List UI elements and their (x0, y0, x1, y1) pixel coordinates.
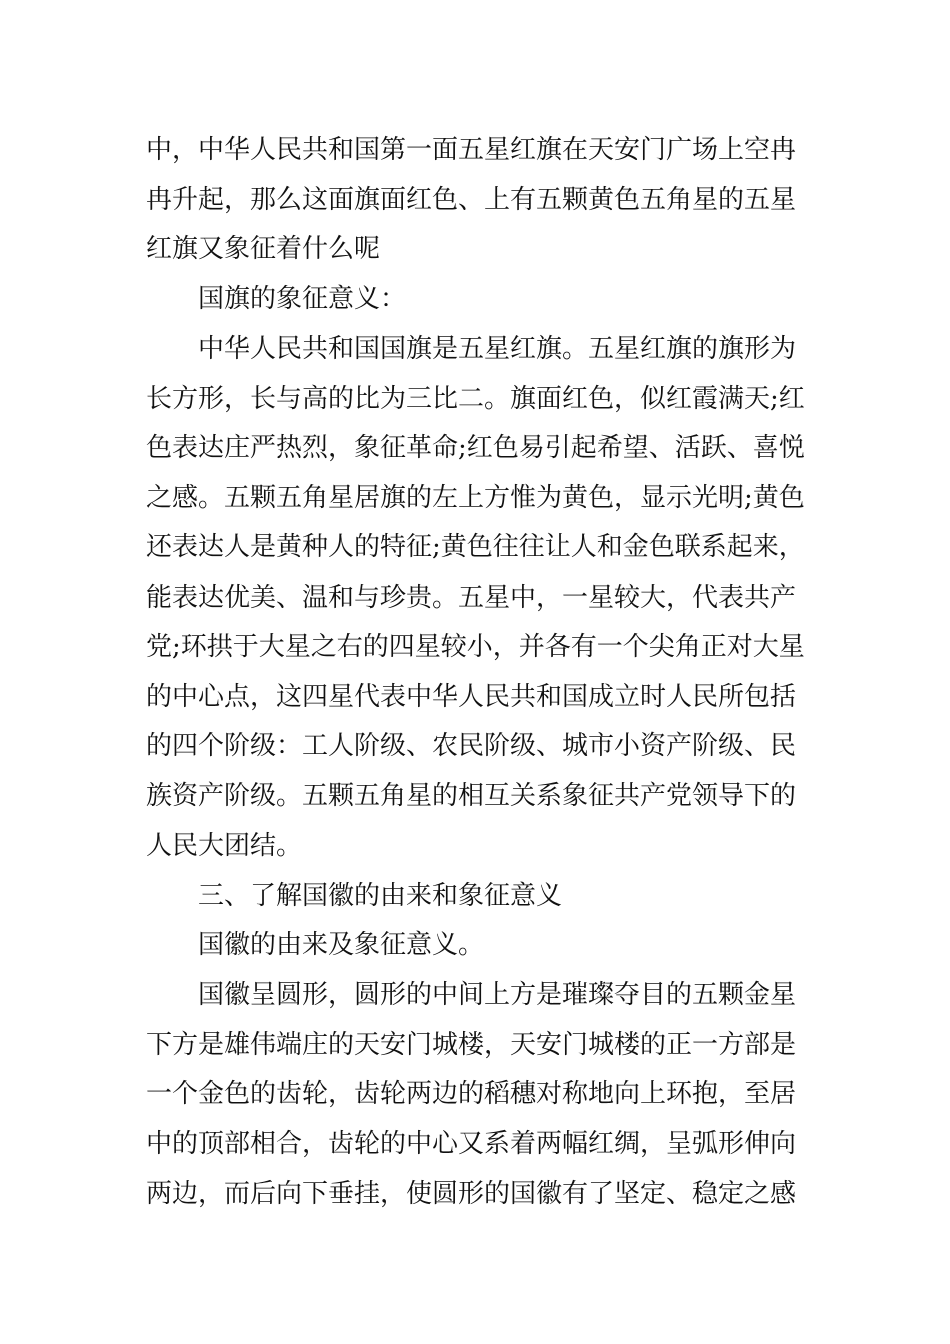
text-line: 党;环拱于大星之右的四星较小，并各有一个尖角正对大星 (146, 632, 805, 662)
text-line: 中，中华人民共和国第一面五星红旗在天安门广场上空冉 (146, 135, 797, 165)
text-line: 人民大团结。 (146, 831, 303, 861)
text-line: 长方形，长与高的比为三比二。旗面红色，似红霞满天;红 (146, 384, 805, 414)
text-line: 两边，而后向下垂挂，使圆形的国徽有了坚定、稳定之感 (146, 1179, 797, 1209)
text-line: 的中心点，这四星代表中华人民共和国成立时人民所包括 (146, 682, 797, 712)
text-line: 国徽呈圆形，圆形的中间上方是璀璨夺目的五颗金星 (198, 980, 797, 1010)
text-line: 色表达庄严热烈，象征革命;红色易引起希望、活跃、喜悦 (146, 433, 805, 463)
text-line: 红旗又象征着什么呢 (146, 234, 381, 264)
text-line: 国徽的由来及象征意义。 (198, 930, 485, 960)
text-line: 冉升起，那么这面旗面红色、上有五颗黄色五角星的五星 (146, 185, 797, 215)
text-line: 中的顶部相合，齿轮的中心又系着两幅红绸，呈弧形伸向 (146, 1129, 797, 1159)
text-line: 能表达优美、温和与珍贵。五星中，一星较大，代表共产 (146, 583, 797, 613)
text-line: 还表达人是黄种人的特征;黄色往往让人和金色联系起来， (146, 532, 805, 562)
text-line: 之感。五颗五角星居旗的左上方惟为黄色，显示光明;黄色 (146, 483, 805, 513)
text-line: 国旗的象征意义： (198, 284, 407, 314)
text-line: 下方是雄伟端庄的天安门城楼，天安门城楼的正一方部是 (146, 1030, 797, 1060)
text-line: 族资产阶级。五颗五角星的相互关系象征共产党领导下的 (146, 781, 797, 811)
text-line: 中华人民共和国国旗是五星红旗。五星红旗的旗形为 (198, 334, 797, 364)
text-line: 三、了解国徽的由来和象征意义 (198, 881, 563, 911)
text-line: 的四个阶级：工人阶级、农民阶级、城市小资产阶级、民 (146, 731, 797, 761)
text-line: 一个金色的齿轮，齿轮两边的稻穗对称地向上环抱，至居 (146, 1079, 797, 1109)
